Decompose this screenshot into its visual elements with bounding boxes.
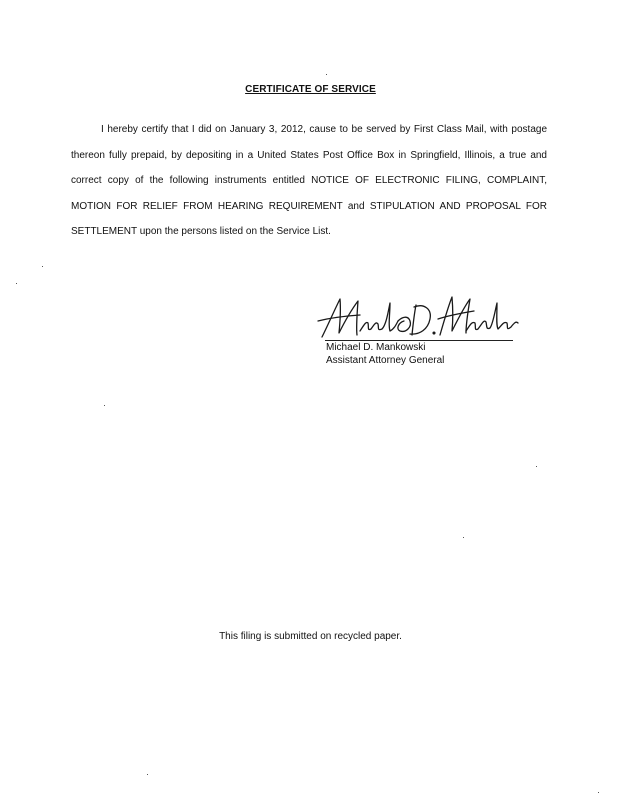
scan-speck (598, 792, 599, 793)
scan-speck (536, 466, 537, 467)
scan-speck (326, 74, 327, 75)
scan-speck (513, 323, 514, 324)
signer-title: Assistant Attorney General (326, 355, 445, 366)
recycled-paper-note: This filing is submitted on recycled paper. (219, 631, 402, 642)
document-title: CERTIFICATE OF SERVICE (245, 84, 376, 95)
scan-speck (104, 405, 105, 406)
scan-speck (463, 537, 464, 538)
handwritten-signature (316, 291, 526, 341)
signer-name: Michael D. Mankowski (326, 342, 426, 353)
scan-speck (16, 283, 17, 284)
certification-paragraph: I hereby certify that I did on January 3, 2012, cause to be served by First Class Mail, with postage thereon fully prepaid, by depositing in a United States Post Office Box in Springfield, Illinois, a true and correct copy of the following instruments entitled NOTICE OF ELECTRONIC FILING, COMPLAINT, MOTION FOR RELIEF FROM HEARING REQUIREMENT and STIPULATION AND PROPOSAL FOR SETTLEMENT upon the persons listed on the Service List. (71, 124, 547, 237)
scan-speck (42, 266, 43, 267)
scan-speck (147, 774, 148, 775)
signature-line (325, 340, 513, 341)
